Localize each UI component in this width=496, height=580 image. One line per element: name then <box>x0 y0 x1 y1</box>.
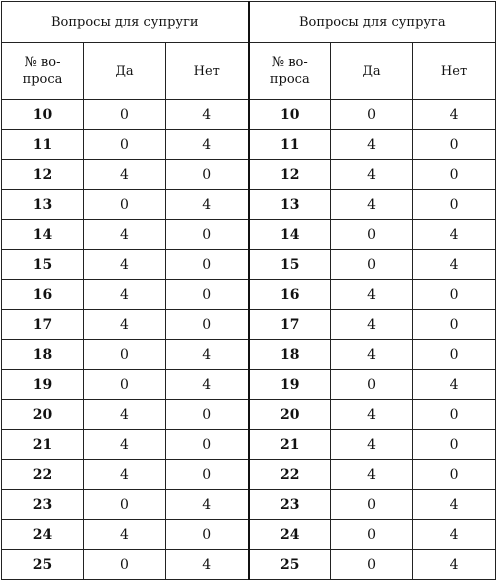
husband-questions-header: Вопросы для супруга <box>249 2 496 43</box>
table-row <box>2 340 496 370</box>
husband-yes-score: 0 <box>331 520 413 550</box>
wife-number-header <box>2 43 84 100</box>
husband-question-number: 12 <box>249 160 331 190</box>
husband-question-number: 22 <box>249 460 331 490</box>
husband-yes-header: Да <box>331 43 413 100</box>
wife-yes-score: 4 <box>84 220 166 250</box>
wife-no-score: 0 <box>166 220 249 250</box>
husband-yes-score: 4 <box>331 460 413 490</box>
husband-question-number: 19 <box>249 370 331 400</box>
wife-question-number: 20 <box>2 400 84 430</box>
wife-question-number: 12 <box>2 160 84 190</box>
wife-no-score: 4 <box>166 550 249 580</box>
wife-question-number: 14 <box>2 220 84 250</box>
wife-yes-score: 0 <box>84 490 166 520</box>
questions-table <box>1 1 496 580</box>
table-row <box>2 160 496 190</box>
husband-no-score: 4 <box>413 250 496 280</box>
table-row <box>2 550 496 580</box>
wife-question-number: 16 <box>2 280 84 310</box>
husband-question-number: 25 <box>249 550 331 580</box>
husband-no-score: 0 <box>413 190 496 220</box>
wife-question-number: 21 <box>2 430 84 460</box>
husband-no-score: 4 <box>413 220 496 250</box>
wife-no-score: 4 <box>166 100 249 130</box>
wife-no-score: 0 <box>166 460 249 490</box>
table-row <box>2 220 496 250</box>
table-row <box>2 490 496 520</box>
wife-question-number: 18 <box>2 340 84 370</box>
wife-question-number: 17 <box>2 310 84 340</box>
husband-question-number: 10 <box>249 100 331 130</box>
husband-yes-score: 4 <box>331 280 413 310</box>
husband-question-number: 23 <box>249 490 331 520</box>
table-row <box>2 520 496 550</box>
wife-no-header: Нет <box>166 43 249 100</box>
wife-yes-score: 0 <box>84 190 166 220</box>
husband-yes-score: 4 <box>331 310 413 340</box>
table-row <box>2 400 496 430</box>
table-row <box>2 370 496 400</box>
husband-number-header <box>249 43 331 100</box>
wife-yes-score: 4 <box>84 250 166 280</box>
wife-question-number: 24 <box>2 520 84 550</box>
husband-yes-score: 0 <box>331 250 413 280</box>
wife-question-number: 22 <box>2 460 84 490</box>
wife-no-score: 4 <box>166 490 249 520</box>
husband-question-number: 11 <box>249 130 331 160</box>
husband-question-number: 18 <box>249 340 331 370</box>
husband-no-score: 0 <box>413 160 496 190</box>
husband-no-score: 0 <box>413 460 496 490</box>
wife-no-score: 4 <box>166 370 249 400</box>
husband-no-score: 0 <box>413 130 496 160</box>
wife-yes-score: 4 <box>84 310 166 340</box>
husband-yes-score: 0 <box>331 220 413 250</box>
wife-question-number: 23 <box>2 490 84 520</box>
wife-no-score: 0 <box>166 400 249 430</box>
husband-no-header: Нет <box>413 43 496 100</box>
husband-question-number: 14 <box>249 220 331 250</box>
wife-yes-score: 4 <box>84 460 166 490</box>
wife-no-score: 0 <box>166 160 249 190</box>
wife-no-score: 0 <box>166 280 249 310</box>
husband-no-score: 0 <box>413 400 496 430</box>
wife-question-number: 10 <box>2 100 84 130</box>
husband-yes-score: 4 <box>331 340 413 370</box>
wife-yes-score: 4 <box>84 160 166 190</box>
husband-yes-score: 0 <box>331 370 413 400</box>
husband-no-score: 4 <box>413 520 496 550</box>
husband-no-score: 0 <box>413 280 496 310</box>
husband-question-number: 24 <box>249 520 331 550</box>
wife-yes-score: 0 <box>84 100 166 130</box>
wife-no-score: 0 <box>166 520 249 550</box>
husband-yes-score: 0 <box>331 550 413 580</box>
wife-yes-score: 0 <box>84 370 166 400</box>
wife-yes-score: 4 <box>84 520 166 550</box>
husband-question-number: 15 <box>249 250 331 280</box>
wife-questions-header: Вопросы для супруги <box>2 2 249 43</box>
husband-question-number: 13 <box>249 190 331 220</box>
wife-question-number: 19 <box>2 370 84 400</box>
number-header-line1: № во- <box>271 55 308 70</box>
husband-no-score: 0 <box>413 340 496 370</box>
table-row <box>2 100 496 130</box>
wife-yes-score: 0 <box>84 340 166 370</box>
husband-no-score: 0 <box>413 430 496 460</box>
husband-question-number: 17 <box>249 310 331 340</box>
wife-no-score: 0 <box>166 430 249 460</box>
husband-no-score: 0 <box>413 310 496 340</box>
husband-question-number: 16 <box>249 280 331 310</box>
wife-yes-header: Да <box>84 43 166 100</box>
number-header-line1: № во- <box>24 55 61 70</box>
number-header-line2: проса <box>269 72 310 87</box>
husband-question-number: 21 <box>249 430 331 460</box>
wife-yes-score: 4 <box>84 400 166 430</box>
husband-no-score: 4 <box>413 100 496 130</box>
wife-question-number: 13 <box>2 190 84 220</box>
husband-yes-score: 4 <box>331 190 413 220</box>
husband-yes-score: 4 <box>331 160 413 190</box>
wife-question-number: 15 <box>2 250 84 280</box>
husband-yes-score: 0 <box>331 100 413 130</box>
table-row <box>2 280 496 310</box>
husband-yes-score: 0 <box>331 490 413 520</box>
table-row <box>2 460 496 490</box>
table-row <box>2 430 496 460</box>
wife-no-score: 0 <box>166 250 249 280</box>
table-row <box>2 130 496 160</box>
husband-no-score: 4 <box>413 550 496 580</box>
table-row <box>2 250 496 280</box>
wife-yes-score: 4 <box>84 280 166 310</box>
table-row <box>2 310 496 340</box>
husband-no-score: 4 <box>413 490 496 520</box>
husband-yes-score: 4 <box>331 400 413 430</box>
number-header-line2: проса <box>22 72 63 87</box>
wife-question-number: 25 <box>2 550 84 580</box>
wife-yes-score: 0 <box>84 130 166 160</box>
husband-yes-score: 4 <box>331 430 413 460</box>
wife-yes-score: 0 <box>84 550 166 580</box>
table-row <box>2 190 496 220</box>
husband-yes-score: 4 <box>331 130 413 160</box>
husband-no-score: 4 <box>413 370 496 400</box>
wife-no-score: 0 <box>166 310 249 340</box>
table-body <box>2 100 496 580</box>
wife-yes-score: 4 <box>84 430 166 460</box>
wife-no-score: 4 <box>166 190 249 220</box>
wife-no-score: 4 <box>166 130 249 160</box>
wife-question-number: 11 <box>2 130 84 160</box>
wife-no-score: 4 <box>166 340 249 370</box>
husband-question-number: 20 <box>249 400 331 430</box>
